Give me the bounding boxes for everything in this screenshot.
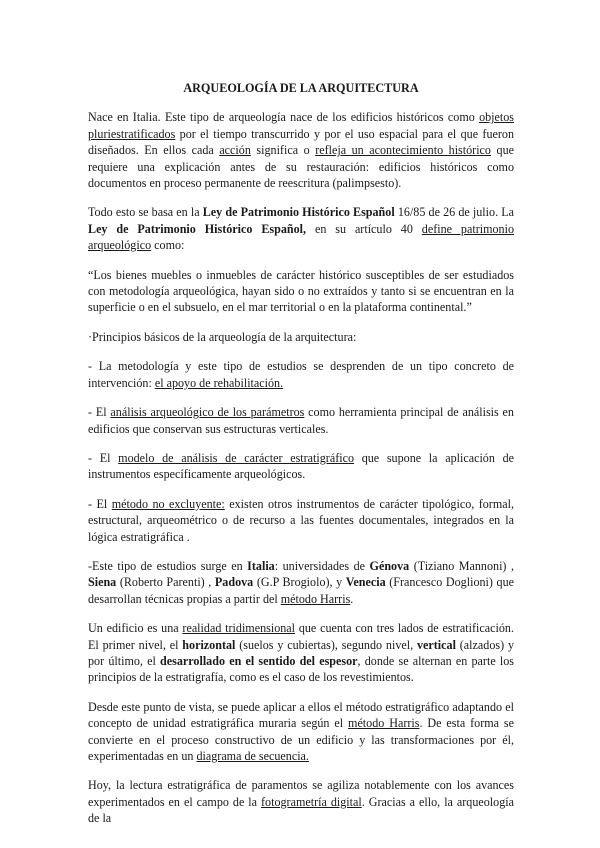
text: por el tiempo transcurrido y por el uso espacial para el que fueron diseñados. En ellos cada xyxy=(88,126,514,158)
paragraph-principle-3 xyxy=(88,450,514,483)
text: - El xyxy=(88,450,119,465)
text: Todo esto se basa en la xyxy=(88,205,203,220)
text: Un edificio es una xyxy=(88,621,183,636)
text: (alzados) y por último, el xyxy=(88,637,514,668)
underlined-term: define patrimonio arqueológico xyxy=(88,221,514,253)
bold-term: Ley de Patrimonio Histórico Español xyxy=(202,205,395,220)
paragraph-building xyxy=(88,620,514,686)
bold-term: Ley de Patrimonio Histórico Español, xyxy=(88,221,307,236)
underlined-term: fotogrametría digital xyxy=(261,794,362,809)
bold-term: desarrollado en el sentido del espesor xyxy=(160,653,358,668)
text: 16/85 de 26 de julio. La xyxy=(394,205,514,220)
text: que cuenta con tres lados de estratificación. El primer nivel, el xyxy=(88,621,514,652)
text: (Francesco Doglioni) que desarrollan técnicas propias a partir del xyxy=(88,575,514,606)
text: en su artículo 40 xyxy=(306,221,422,236)
bold-term: Siena xyxy=(88,575,117,590)
document-page xyxy=(88,80,514,840)
underlined-term: el apoyo de rehabilitación. xyxy=(154,375,284,390)
underlined-term: análisis arqueológico de los parámetros xyxy=(110,405,305,420)
bold-term: Padova xyxy=(214,575,254,590)
text: significa o xyxy=(250,143,316,158)
underlined-term: refleja un acontecimiento histórico xyxy=(315,143,491,158)
text: como herramienta principal de análisis en edificios que conservan sus estructuras verticales. xyxy=(88,405,514,436)
text: existen otros instrumentos de carácter tipológico, formal, estructural, arqueométrico o de recurso a las fuentes documentales, integrados en la lógica estratigráfica . xyxy=(88,496,514,544)
underlined-term: diagrama de secuencia. xyxy=(196,749,309,763)
text: como: xyxy=(151,238,185,253)
text: que supone la aplicación de instrumentos específicamente arqueológicos. xyxy=(88,450,514,482)
text: (suelos y cubiertas), segundo nivel, xyxy=(235,637,417,652)
underlined-term: método Harris xyxy=(348,716,420,731)
text: - La metodología y este tipo de estudios se desprenden de un tipo concreto de intervención: xyxy=(88,359,514,390)
text: Hoy, la lectura estratigráfica de paramentos se agiliza notablemente con los avances experimentados en el campo de la xyxy=(88,778,514,809)
text: , donde se alternan en parte los principios de la estratigrafía, como es el caso de los revestimientos. xyxy=(88,653,514,685)
text: (G.P Brogiolo), y xyxy=(253,575,346,590)
underlined-term: método no excluyente: xyxy=(111,496,225,511)
text: que requiere una explicación antes de su restauración: edificios históricos como documentos en proceso permanente de reescritura (palimpsesto). xyxy=(88,143,514,191)
underlined-term: realidad tridimensional xyxy=(182,621,296,636)
text: (Tiziano Mannoni) , xyxy=(409,558,514,573)
bold-term: vertical xyxy=(416,637,456,652)
underlined-term: acción xyxy=(219,143,251,158)
paragraph-principle-4 xyxy=(88,496,514,545)
paragraph-origin xyxy=(88,109,514,191)
text: . xyxy=(350,591,354,606)
text: -Este tipo de estudios surge en xyxy=(88,558,248,573)
paragraph-photogrammetry xyxy=(88,777,514,826)
text: - El xyxy=(88,496,112,511)
text: . Gracias a ello, la arqueología de la xyxy=(88,794,514,826)
paragraph-principles-heading: ·Principios básicos de la arqueología de la arquitectura: xyxy=(88,329,357,344)
text: : universidades de xyxy=(274,558,370,573)
paragraph-quote: “Los bienes muebles o inmuebles de carácter histórico susceptibles de ser estudiados con metodología arqueológica, hayan sido o no extraídos y tanto si se encuentran en la superficie o en el subsuelo, en el mar territorial o en la plataforma continental.” xyxy=(88,267,514,315)
bold-term: Italia xyxy=(247,558,275,573)
paragraph-principle-1 xyxy=(88,358,514,391)
text: . De esta forma se convierte en el proceso constructivo de un edificio y las transformaciones por él, experimentadas en un xyxy=(88,716,514,763)
text: (Roberto Parenti) , xyxy=(116,575,215,590)
underlined-term: objetos pluriestratificados xyxy=(88,110,514,141)
bold-term: horizontal xyxy=(182,637,236,652)
paragraph-law xyxy=(88,204,514,253)
text: Desde este punto de vista, se puede aplicar a ellos el método estratigráfico adaptando el concepto de unidad estratigráfica muraria según el xyxy=(88,699,514,731)
paragraph-harris xyxy=(88,699,514,765)
text: - El xyxy=(88,405,111,420)
paragraph-principle-2 xyxy=(88,404,514,437)
underlined-term: método Harris xyxy=(280,591,351,606)
paragraph-italy xyxy=(88,558,514,607)
bold-term: Venecia xyxy=(345,575,386,590)
underlined-term: modelo de análisis de carácter estratigráfico xyxy=(118,450,355,465)
document-title: ARQUEOLOGÍA DE LA ARQUITECTURA xyxy=(183,81,419,95)
text: Nace en Italia. Este tipo de arqueología nace de los edificios históricos como xyxy=(88,110,480,125)
bold-term: Génova xyxy=(369,558,410,573)
